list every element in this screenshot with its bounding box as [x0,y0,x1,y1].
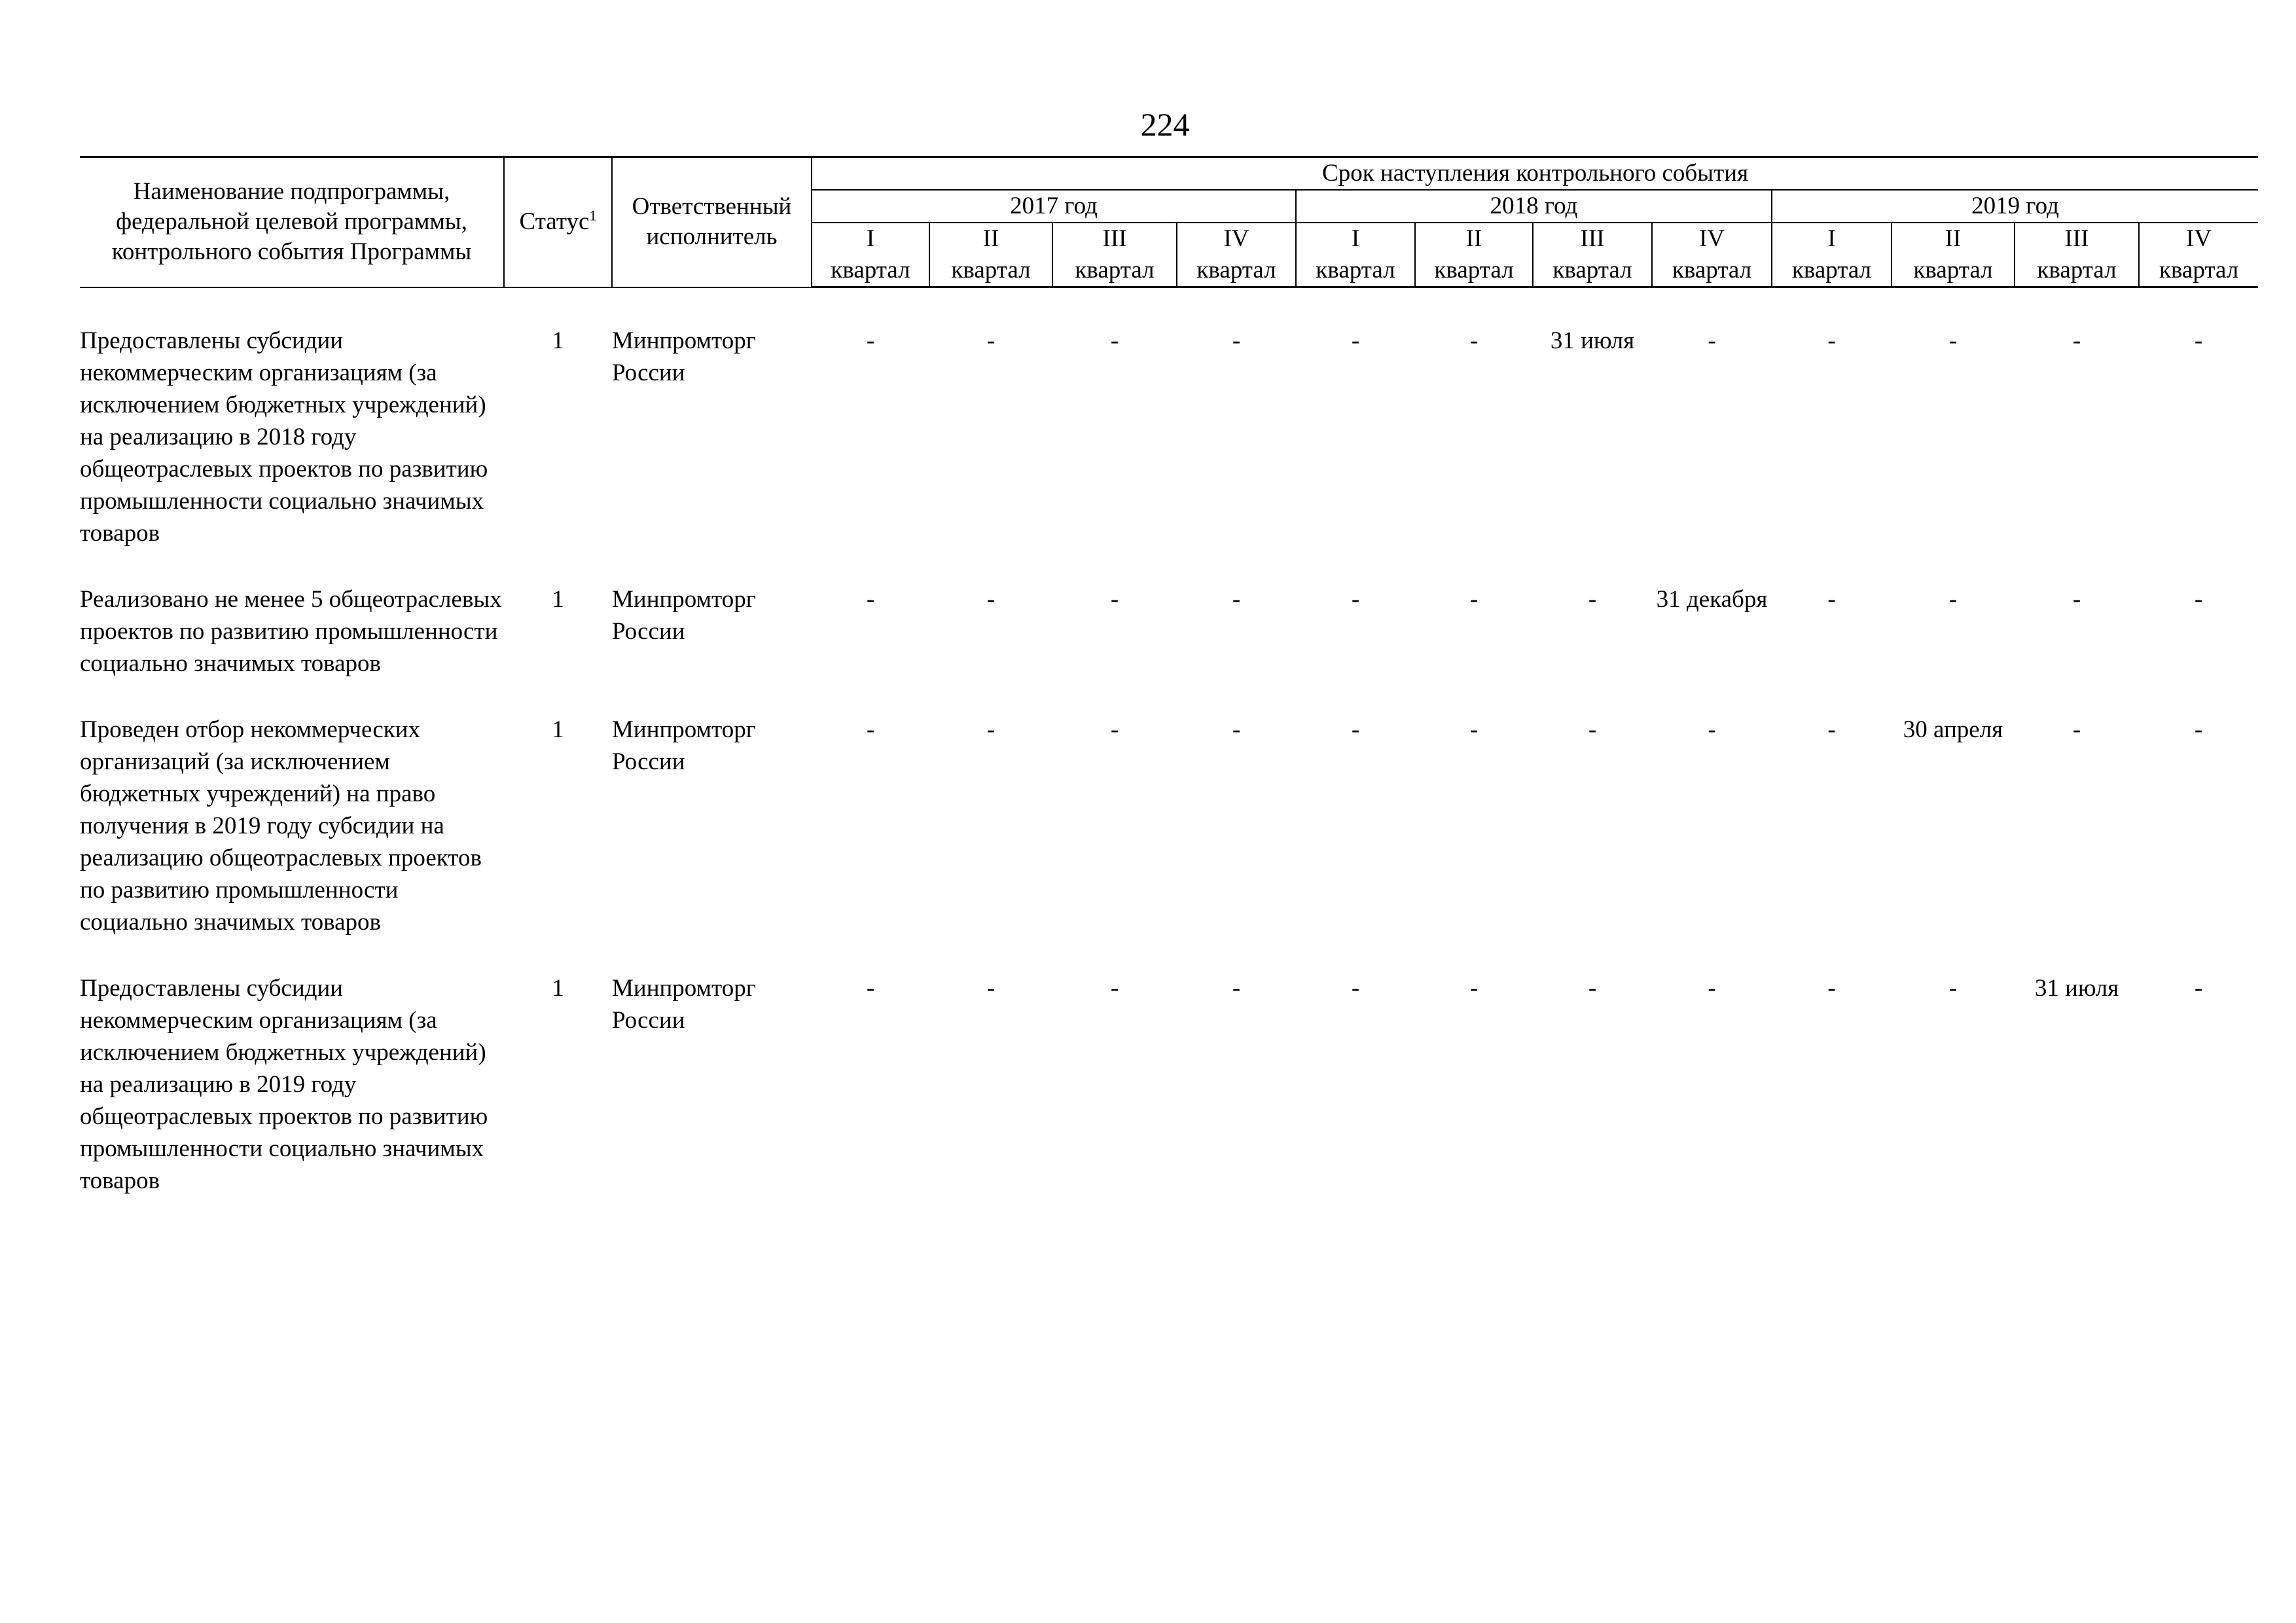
table-row [80,972,2258,1197]
quarter-numeral: IV [1223,225,1249,252]
year-header: 2017 год [812,190,1296,223]
event-executor: Минпромторг России [612,327,756,386]
quarter-deadline: - [1469,975,1479,1002]
quarter-numeral: IV [1698,225,1725,252]
quarter-deadline: - [1351,716,1360,743]
quarter-deadline: - [1708,716,1716,743]
quarter-deadline: - [1827,975,1836,1002]
quarter-deadline: - [1827,327,1836,354]
quarter-deadline: - [1588,586,1597,613]
quarter-numeral: III [2064,225,2089,252]
quarter-deadline: - [1232,327,1241,354]
quarter-label: квартал [1672,257,1752,283]
quarter-deadline: - [1232,716,1241,743]
event-executor: Минпромторг России [612,586,756,645]
quarter-deadline: - [986,586,996,613]
quarter-header [1772,223,1892,287]
quarter-deadline: - [1351,586,1360,613]
quarter-header [812,223,929,287]
table-row [80,714,2258,938]
table-row [80,583,2258,680]
quarter-deadline: - [2072,716,2081,743]
row-spacer [80,549,2258,583]
quarter-deadline: - [1110,327,1119,354]
quarter-header [1177,223,1296,287]
quarter-deadline: - [866,975,875,1002]
event-executor: Минпромторг России [612,716,756,775]
quarter-label: квартал [1913,257,1993,283]
quarter-deadline: - [2194,327,2203,354]
name-column-header: Наименование подпрограммы, федеральной целевой программы, контрольного события Программы [80,157,504,287]
quarter-deadline: - [1469,716,1479,743]
quarter-deadline: - [986,716,996,743]
row-spacer [80,938,2258,972]
page-number: 224 [1140,106,1190,143]
quarter-header [1296,223,1415,287]
quarter-deadline: - [1708,975,1716,1002]
quarter-deadline: - [1232,975,1241,1002]
quarter-deadline: - [866,586,875,613]
event-status: 1 [552,586,564,613]
control-events-table [80,156,2258,1197]
status-column-header: Статус$^1$ [504,157,612,287]
table-body [80,287,2258,1197]
quarter-label: квартал [1552,257,1632,283]
quarter-header [1052,223,1177,287]
event-status: 1 [552,975,564,1002]
quarter-deadline: - [1948,975,1958,1002]
event-name: Реализовано не менее 5 общеотраслевых проектов по развитию промышленности социально значимых товаров [80,586,502,677]
quarter-numeral: I [1827,225,1836,252]
quarter-label: квартал [1791,257,1872,283]
quarter-numeral: II [1945,225,1962,252]
quarter-deadline: - [2072,586,2081,613]
table-row [80,325,2258,549]
quarter-deadline: - [1948,586,1958,613]
table-header [80,157,2258,287]
quarter-deadline: - [1469,327,1479,354]
quarter-deadline: 30 апреля [1903,716,2003,743]
quarter-label: квартал [2159,257,2239,283]
quarter-deadline: - [2072,327,2081,354]
quarter-deadline: - [2194,975,2203,1002]
quarter-header [1892,223,2015,287]
quarter-deadline: - [2194,586,2203,613]
quarter-deadline: - [986,327,996,354]
quarter-deadline: - [2194,716,2203,743]
quarter-deadline: - [1588,716,1597,743]
quarter-deadline: - [1351,975,1360,1002]
quarter-deadline: 31 июля [1550,327,1635,354]
event-status: 1 [552,716,564,743]
deadline-group-header: Срок наступления контрольного события [812,157,2258,191]
quarter-header [2015,223,2139,287]
quarter-numeral: III [1580,225,1605,252]
quarter-deadline: - [1232,586,1241,613]
quarter-deadline: - [1827,586,1836,613]
quarter-deadline: - [986,975,996,1002]
quarter-deadline: - [866,716,875,743]
quarter-label: квартал [831,257,910,283]
quarter-deadline: - [866,327,875,354]
quarter-deadline: - [1948,327,1958,354]
event-name: Предоставлены субсидии некоммерческим организациям (за исключением бюджетных учреждений) на реализацию в 2018 году общеотраслевых проектов по развитию промышленности социально значимых товаров [80,327,488,547]
executor-column-header: Ответственный исполнитель [612,157,812,287]
quarter-deadline: - [1351,327,1360,354]
quarter-label: квартал [2037,257,2117,283]
quarter-deadline: - [1469,586,1479,613]
quarter-deadline: 31 июля [2034,975,2119,1002]
quarter-label: квартал [951,257,1031,283]
quarter-deadline: - [1110,975,1119,1002]
quarter-deadline: 31 декабря [1656,586,1768,613]
quarter-numeral: I [866,225,875,252]
event-status: 1 [552,327,564,354]
quarter-label: квартал [1075,257,1155,283]
quarter-deadline: - [1110,586,1119,613]
year-header: 2018 год [1296,190,1772,223]
quarter-header [1415,223,1533,287]
event-name: Проведен отбор некоммерческих организаций (за исключением бюджетных учреждений) на право получения в 2019 году субсидии на реализацию общеотраслевых проектов по развитию промышленности социально значимых товаров [80,716,482,936]
quarter-header [929,223,1052,287]
quarter-deadline: - [1827,716,1836,743]
status-footnote-mark: 1 [589,207,597,224]
quarter-header [2139,223,2258,287]
quarter-deadline: - [1588,975,1597,1002]
quarter-deadline: - [1110,716,1119,743]
quarter-deadline: - [1708,327,1716,354]
quarter-numeral: I [1351,225,1360,252]
quarter-label: квартал [1196,257,1276,283]
quarter-numeral: II [982,225,999,252]
quarter-label: квартал [1434,257,1514,283]
quarter-label: квартал [1316,257,1395,283]
row-spacer [80,287,2258,325]
quarter-header [1533,223,1652,287]
event-executor: Минпромторг России [612,975,756,1034]
year-header: 2019 год [1772,190,2258,223]
quarter-numeral: III [1102,225,1127,252]
row-spacer [80,680,2258,714]
quarter-numeral: IV [2186,225,2212,252]
event-name: Предоставлены субсидии некоммерческим организациям (за исключением бюджетных учреждений) на реализацию в 2019 году общеотраслевых проектов по развитию промышленности социально значимых товаров [80,975,488,1194]
quarter-header [1652,223,1772,287]
quarter-numeral: II [1465,225,1482,252]
